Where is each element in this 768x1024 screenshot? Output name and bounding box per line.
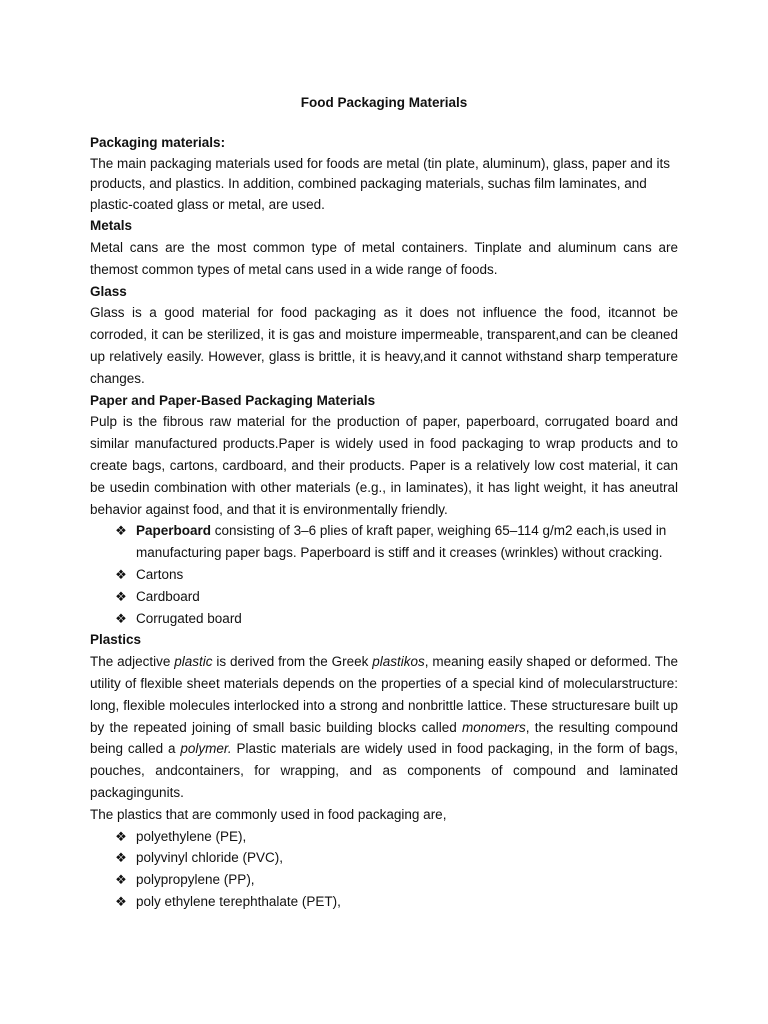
diamond-bullet-icon: ❖ [115,894,127,909]
plastics-text-5: Plastic materials are widely used in food packaging, in the form of bags, pouches, andcontainers, for wrapping, and as components of compound and laminated packagingunits. [90,741,678,801]
paper-paragraph: Pulp is the fibrous raw material for the production of paper, paperboard, corrugated board and similar manufactured products.Paper is widely used in food packaging to wrap products and to create bags, cartons, cardboard, and their products. Paper is a relatively low cost material, it can be usedin combination with other materials (e.g., in laminates), it has light weight, it has aneutral behavior against food, and that it is environmentally friendly. [90,414,678,517]
document-page [90,94,678,913]
list-item [115,564,678,586]
list-item [115,520,678,564]
plastics-paragraph [90,651,678,804]
plastics-italic-plastic: plastic [174,654,213,670]
list-item-text: polypropylene (PP), [136,872,255,888]
list-item-text: Corrugated board [136,610,242,626]
list-item-text: polyvinyl chloride (PVC), [136,850,284,866]
list-item [115,608,678,630]
diamond-bullet-icon: ❖ [115,567,127,583]
diamond-bullet-icon: ❖ [115,850,127,866]
list-item [115,891,678,913]
plastics-text-2: is derived from the Greek [212,654,373,670]
plastics-italic-monomers: monomers [461,719,526,735]
list-item-text: poly ethylene terephthalate (PET), [136,894,341,909]
plastics-bullet-list [90,826,678,913]
paper-heading: Paper and Paper-Based Packaging Materials [90,392,376,408]
plastics-text-1: The adjective [90,654,175,670]
paper-bullet-list [90,520,678,629]
paperboard-term: Paperboard [136,523,212,539]
diamond-bullet-icon: ❖ [115,610,127,626]
list-item-text: Cardboard [136,588,200,604]
plastics-common-intro: The plastics that are commonly used in food packaging are, [90,806,447,822]
paperboard-text: consisting of 3–6 plies of kraft paper, weighing 65–114 g/m2 each,is used in manufacturing paper bags. Paperboard is stiff and it creases (wrinkles) without cracking. [136,523,667,561]
plastics-text-3: , meaning easily shaped or deformed. The utility of flexible sheet materials depends on the properties of a special kind of molecularstructure: long, flexible molecules interlocked into a strong and nonbrittle lattice. These structuresare built up by the repeated joining of small basic building blocks called [90,654,679,735]
document-title: Food Packaging Materials [300,95,468,110]
diamond-bullet-icon: ❖ [115,872,127,888]
list-item-text: Cartons [136,567,184,583]
diamond-bullet-icon: ❖ [115,523,127,539]
list-item [115,586,678,608]
diamond-bullet-icon: ❖ [115,828,127,844]
plastics-heading: Plastics [90,632,142,648]
metals-heading: Metals [90,218,133,234]
glass-paragraph: Glass is a good material for food packaging as it does not influence the food, itcannot be corroded, it can be sterilized, it is gas and moisture impermeable, transparent,and can be cleaned up relatively easily. However, glass is brittle, it is heavy,and it cannot withstand sharp temperature changes. [90,305,678,386]
list-item-text: polyethylene (PE), [136,828,247,844]
glass-heading: Glass [90,283,127,299]
diamond-bullet-icon: ❖ [115,588,127,604]
packaging-paragraph: The main packaging materials used for foods are metal (tin plate, aluminum), glass, paper and its products, and plastics. In addition, combined packaging materials, suchas film laminates, and plastic-coated glass or metal, are used. [90,155,671,212]
plastics-italic-polymer: polymer. [180,741,232,757]
list-item [115,847,678,869]
metals-paragraph: Metal cans are the most common type of metal containers. Tinplate and aluminum cans are themost common types of metal cans used in a wide range of foods. [90,240,678,277]
list-item [115,869,678,891]
list-item [115,826,678,848]
packaging-heading: Packaging materials: [90,135,226,150]
plastics-italic-plastikos: plastikos [372,654,425,670]
plastics-text-4: , the resulting compound being called a [90,719,678,757]
